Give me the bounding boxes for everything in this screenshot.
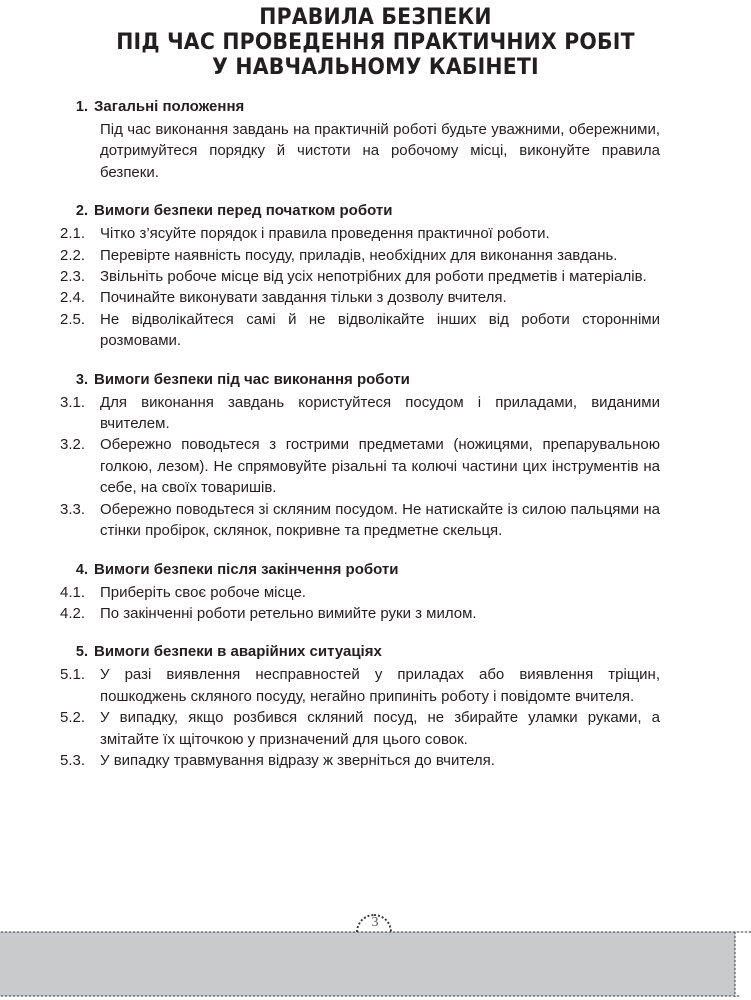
section-5-number: 5.: [75, 644, 88, 661]
item-text: Звільніть робоче місце від усіх непотрібних для роботи предметів і матеріалів.: [100, 268, 647, 286]
list-item: [60, 223, 660, 244]
page-title-line-3: У НАВЧАЛЬНОМУ КАБІНЕТІ: [212, 55, 539, 80]
section-2-number: 2.: [75, 203, 88, 220]
item-text: Перевірте наявність посуду, приладів, необхідних для виконання завдань.: [100, 246, 618, 264]
list-item: [60, 245, 660, 266]
item-number: 4.1.: [60, 583, 86, 601]
footer-dotted-rule-bottom: [0, 995, 740, 997]
section-4-heading-text: Вимоги безпеки після закінчення роботи: [94, 560, 399, 578]
item-text: Чітко з’ясуйте порядок і правила проведення практичної роботи.: [100, 225, 550, 243]
item-text: Починайте виконувати завдання тільки з дозволу вчителя.: [100, 289, 507, 307]
item-text: У разі виявлення несправностей у приладах або виявлення тріщин, пошкоджень скляного посуду, негайно припиніть роботу і повідомте вчителя.: [100, 666, 660, 705]
item-number: 2.2.: [60, 246, 86, 264]
item-text: Не відволікайтеся самі й не відволікайте інших від роботи сторонніми розмовами.: [100, 310, 660, 350]
list-item: [60, 392, 660, 435]
item-text: Для виконання завдань користуйтеся посудом і приладами, виданими вчителем.: [100, 393, 660, 433]
item-number: 5.3.: [60, 751, 86, 769]
section-1-number: 1.: [75, 99, 88, 115]
list-item: [60, 582, 660, 603]
item-number: 2.5.: [60, 310, 86, 328]
page-title-line-1: ПРАВИЛА БЕЗПЕКИ: [259, 5, 492, 30]
item-number: 5.1.: [60, 666, 86, 684]
item-text: Приберіть своє робоче місце.: [100, 583, 306, 601]
list-item: [60, 499, 660, 542]
item-text: По закінченні роботи ретельно вимийте руки з милом.: [100, 604, 477, 622]
section-1-intro: Під час виконання завдань на практичній роботі будьте уважними, обережними, дотримуйтеся порядку й чистоти на робочому місці, виконуйте правила безпеки.: [100, 121, 660, 181]
page-title: [0, 5, 751, 80]
section-5-heading-text: Вимоги безпеки в аварійних ситуаціях: [94, 643, 382, 661]
item-number: 5.2.: [60, 709, 86, 727]
page-title-line-2: ПІД ЧАС ПРОВЕДЕННЯ ПРАКТИЧНИХ РОБІТ: [116, 30, 635, 55]
item-number: 4.2.: [60, 604, 86, 622]
item-text: У випадку травмування відразу ж зверніться до вчителя.: [100, 751, 495, 769]
page-number: 3: [371, 915, 379, 930]
list-item: [60, 603, 660, 624]
item-number: 3.1.: [60, 393, 86, 411]
item-text: У випадку, якщо розбився скляний посуд, не збирайте уламки руками, а змітайте їх щіточкою у призначений для цього совок.: [100, 709, 660, 748]
footer-dotted-rule-right: [734, 931, 736, 997]
list-item: [60, 309, 660, 352]
section-1-heading: [60, 96, 660, 118]
item-number: 2.3.: [60, 268, 86, 286]
section-3-heading: [60, 369, 660, 391]
section-5-heading: [60, 641, 660, 663]
section-3: [60, 369, 660, 542]
page-footer: [0, 915, 751, 1000]
section-2: [60, 200, 660, 351]
footer-decorative-band: [0, 932, 735, 996]
item-number: 2.1.: [60, 225, 86, 243]
item-number: 2.4.: [60, 289, 86, 307]
list-item: [60, 664, 660, 707]
section-3-heading-text: Вимоги безпеки під час виконання роботи: [94, 370, 410, 388]
section-4-number: 4.: [75, 561, 88, 578]
section-4: [60, 559, 660, 625]
list-item: [60, 287, 660, 308]
item-number: 3.3.: [60, 500, 86, 518]
list-item: [60, 750, 660, 771]
list-item: [60, 434, 660, 498]
section-2-heading: [60, 200, 660, 222]
list-item: [60, 707, 660, 750]
item-text: Обережно поводьтеся зі скляним посудом. Не натискайте із силою пальцями на стінки пробірок, склянок, покривне та предметне скельця.: [100, 500, 660, 540]
section-4-heading: [60, 559, 660, 581]
section-5: [60, 641, 660, 771]
section-3-number: 3.: [75, 371, 88, 388]
list-item: [60, 266, 660, 287]
item-text: Обережно поводьтеся з гострими предметами (ножицями, препарувальною голкою, лезом). Не спрямовуйте різальні та колючі частини цих інструментів на себе, на своїх товаришів.: [100, 436, 660, 497]
item-number: 3.2.: [60, 436, 86, 454]
rules-content: [60, 96, 660, 771]
section-1-heading-text: Загальні положення: [94, 98, 245, 115]
section-2-heading-text: Вимоги безпеки перед початком роботи: [94, 202, 393, 220]
section-1: [60, 96, 660, 183]
